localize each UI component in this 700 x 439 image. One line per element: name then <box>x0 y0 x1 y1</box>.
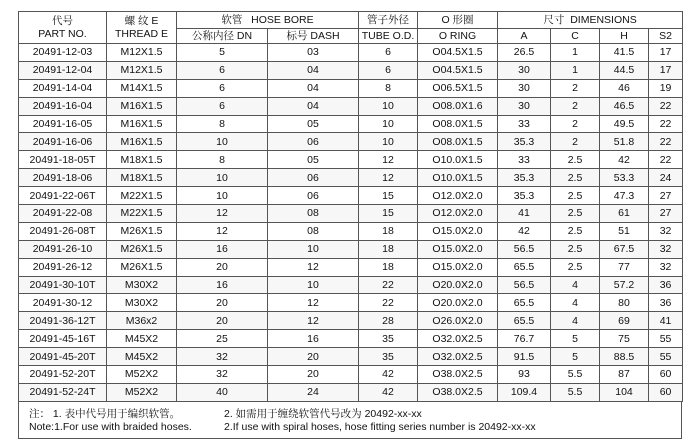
o-ring-cell: O20.0X2.0 <box>418 276 498 294</box>
dim-c-cell: 2.5 <box>551 205 600 223</box>
part-no-cell: 20491-16-04 <box>19 97 107 115</box>
part-no-cell: 20491-26-08T <box>19 222 107 240</box>
dim-c-cell: 4 <box>551 312 600 330</box>
part-no-cell: 20491-30-12 <box>19 294 107 312</box>
tube-od-cell: 28 <box>359 312 418 330</box>
tube-od-cell: 42 <box>359 383 418 401</box>
dash-cell: 16 <box>268 330 359 348</box>
part-no-header-cn: 代号 <box>52 14 73 27</box>
dim-h-cell: 46 <box>600 79 649 97</box>
dash-cell: 12 <box>268 312 359 330</box>
dim-a-cell: 35.3 <box>498 133 551 151</box>
dn-cell: 20 <box>177 294 268 312</box>
o-ring-cell: O08.0X1.5 <box>418 115 498 133</box>
dash-cell: 10 <box>268 240 359 258</box>
dim-s2-cell: 32 <box>649 258 683 276</box>
part-no-cell: 20491-26-12 <box>19 258 107 276</box>
o-ring-cell: O08.0X1.6 <box>418 97 498 115</box>
hose-bore-header <box>177 12 359 29</box>
o-ring-cell: O10.0X1.5 <box>418 151 498 169</box>
dn-cell: 12 <box>177 222 268 240</box>
tube-od-cell: 12 <box>359 151 418 169</box>
thread-cell: M22X1.5 <box>107 205 177 223</box>
dim-h-cell: 57.2 <box>600 276 649 294</box>
dim-a-cell: 65.5 <box>498 294 551 312</box>
dimensions-header-en: DIMENSIONS <box>570 14 637 26</box>
tube-od-cell: 18 <box>359 222 418 240</box>
dim-s2-cell: 22 <box>649 97 683 115</box>
dn-cell: 12 <box>177 205 268 223</box>
table-row <box>19 366 683 384</box>
thread-cell: M45X2 <box>107 330 177 348</box>
dim-c-cell: 2.5 <box>551 240 600 258</box>
thread-cell: M16X1.5 <box>107 133 177 151</box>
thread-cell: M26X1.5 <box>107 258 177 276</box>
dim-a-cell: 26.5 <box>498 44 551 62</box>
dim-a-header: A <box>498 29 551 44</box>
dim-h-cell: 47.3 <box>600 187 649 205</box>
dim-c-cell: 2 <box>551 115 600 133</box>
dim-h-cell: 41.5 <box>600 44 649 62</box>
part-no-cell: 20491-14-04 <box>19 79 107 97</box>
thread-header <box>107 12 177 44</box>
part-no-cell: 20491-22-06T <box>19 187 107 205</box>
part-no-cell: 20491-52-20T <box>19 366 107 384</box>
dash-cell: 10 <box>268 276 359 294</box>
dim-a-cell: 91.5 <box>498 348 551 366</box>
dash-cell: 05 <box>268 115 359 133</box>
dim-s2-cell: 27 <box>649 205 683 223</box>
thread-cell: M52X2 <box>107 366 177 384</box>
thread-cell: M14X1.5 <box>107 79 177 97</box>
o-ring-cell: O04.5X1.5 <box>418 61 498 79</box>
dim-c-cell: 2.5 <box>551 169 600 187</box>
thread-cell: M26X1.5 <box>107 240 177 258</box>
dim-h-cell: 42 <box>600 151 649 169</box>
dim-h-cell: 88.5 <box>600 348 649 366</box>
dash-cell: 06 <box>268 133 359 151</box>
tube-od-cell: 10 <box>359 97 418 115</box>
thread-cell: M26X1.5 <box>107 222 177 240</box>
dim-h-cell: 69 <box>600 312 649 330</box>
dash-cell: 20 <box>268 348 359 366</box>
table-row <box>19 44 683 62</box>
hose-bore-header-en: HOSE BORE <box>251 14 314 26</box>
part-no-cell: 20491-18-06 <box>19 169 107 187</box>
table-row <box>19 258 683 276</box>
dim-c-cell: 2.5 <box>551 151 600 169</box>
o-ring-cell: O38.0X2.5 <box>418 383 498 401</box>
dash-cell: 08 <box>268 205 359 223</box>
tube-od-cell: 35 <box>359 348 418 366</box>
thread-cell: M30X2 <box>107 276 177 294</box>
dim-s2-header: S2 <box>649 29 683 44</box>
notes-box <box>18 402 682 439</box>
dash-header: 标号 DASH <box>268 29 359 44</box>
dn-cell: 6 <box>177 61 268 79</box>
dim-s2-cell: 19 <box>649 79 683 97</box>
thread-cell: M18X1.5 <box>107 169 177 187</box>
dn-cell: 8 <box>177 115 268 133</box>
part-no-cell: 20491-12-04 <box>19 61 107 79</box>
tube-od-cell: 6 <box>359 44 418 62</box>
thread-cell: M12X1.5 <box>107 61 177 79</box>
dn-cell: 20 <box>177 258 268 276</box>
dim-h-cell: 61 <box>600 205 649 223</box>
table-row <box>19 115 683 133</box>
dim-c-cell: 1 <box>551 44 600 62</box>
dim-s2-cell: 36 <box>649 294 683 312</box>
thread-header-en: THREAD E <box>114 27 169 40</box>
table-row <box>19 151 683 169</box>
dn-header: 公称内径 DN <box>177 29 268 44</box>
dim-a-cell: 65.5 <box>498 258 551 276</box>
o-ring-cell: O38.0X2.5 <box>418 366 498 384</box>
tube-od-header-cn: 管子外径 <box>359 12 418 29</box>
dim-a-cell: 76.7 <box>498 330 551 348</box>
o-ring-cell: O04.5X1.5 <box>418 44 498 62</box>
tube-od-cell: 22 <box>359 294 418 312</box>
dash-cell: 06 <box>268 187 359 205</box>
thread-cell: M18X1.5 <box>107 151 177 169</box>
dim-s2-cell: 55 <box>649 348 683 366</box>
dash-cell: 04 <box>268 97 359 115</box>
dash-cell: 04 <box>268 61 359 79</box>
dim-a-cell: 30 <box>498 61 551 79</box>
part-no-cell: 20491-16-05 <box>19 115 107 133</box>
dn-cell: 10 <box>177 169 268 187</box>
thread-cell: M12X1.5 <box>107 44 177 62</box>
dn-cell: 6 <box>177 79 268 97</box>
dim-a-cell: 35.3 <box>498 169 551 187</box>
tube-od-cell: 12 <box>359 169 418 187</box>
o-ring-cell: O12.0X2.0 <box>418 205 498 223</box>
table-row <box>19 383 683 401</box>
dim-c-cell: 2.5 <box>551 187 600 205</box>
dim-a-cell: 33 <box>498 115 551 133</box>
part-no-cell: 20491-36-12T <box>19 312 107 330</box>
dim-s2-cell: 22 <box>649 133 683 151</box>
dim-a-cell: 56.5 <box>498 240 551 258</box>
dim-c-cell: 1 <box>551 61 600 79</box>
dimensions-header-cn: 尺寸 <box>543 14 565 26</box>
dim-a-cell: 41 <box>498 205 551 223</box>
dim-c-cell: 5 <box>551 330 600 348</box>
table-row <box>19 79 683 97</box>
tube-od-cell: 22 <box>359 276 418 294</box>
dn-cell: 16 <box>177 240 268 258</box>
dim-a-cell: 109.4 <box>498 383 551 401</box>
dn-cell: 6 <box>177 97 268 115</box>
dn-cell: 20 <box>177 312 268 330</box>
dim-a-cell: 65.5 <box>498 312 551 330</box>
part-no-cell: 20491-30-10T <box>19 276 107 294</box>
o-ring-cell: O26.0X2.0 <box>418 312 498 330</box>
dim-s2-cell: 22 <box>649 151 683 169</box>
dim-c-cell: 2 <box>551 79 600 97</box>
table-row <box>19 276 683 294</box>
dash-cell: 20 <box>268 366 359 384</box>
dimensions-header <box>498 12 683 29</box>
dim-a-cell: 30 <box>498 97 551 115</box>
tube-od-cell: 10 <box>359 133 418 151</box>
dim-h-cell: 67.5 <box>600 240 649 258</box>
dim-h-cell: 53.3 <box>600 169 649 187</box>
dim-c-cell: 4 <box>551 276 600 294</box>
dim-a-cell: 35.3 <box>498 187 551 205</box>
table-row <box>19 97 683 115</box>
dim-a-cell: 93 <box>498 366 551 384</box>
dim-c-cell: 2.5 <box>551 222 600 240</box>
table-row <box>19 348 683 366</box>
dim-s2-cell: 17 <box>649 61 683 79</box>
part-no-cell: 20491-22-08 <box>19 205 107 223</box>
dn-cell: 16 <box>177 276 268 294</box>
tube-od-cell: 35 <box>359 330 418 348</box>
table-row <box>19 205 683 223</box>
dim-s2-cell: 17 <box>649 44 683 62</box>
dim-s2-cell: 55 <box>649 330 683 348</box>
dim-c-cell: 2 <box>551 97 600 115</box>
thread-cell: M16X1.5 <box>107 115 177 133</box>
o-ring-cell: O10.0X1.5 <box>418 169 498 187</box>
dim-a-cell: 56.5 <box>498 276 551 294</box>
table-row <box>19 133 683 151</box>
o-ring-cell: O32.0X2.5 <box>418 330 498 348</box>
part-no-cell: 20491-45-20T <box>19 348 107 366</box>
tube-od-cell: 18 <box>359 258 418 276</box>
dim-c-cell: 5.5 <box>551 383 600 401</box>
spec-table-body <box>19 44 683 402</box>
dim-h-cell: 44.5 <box>600 61 649 79</box>
thread-cell: M16X1.5 <box>107 97 177 115</box>
spec-table-container <box>18 11 682 439</box>
table-row <box>19 330 683 348</box>
tube-od-cell: 42 <box>359 366 418 384</box>
tube-od-cell: 18 <box>359 240 418 258</box>
hose-bore-header-cn: 软管 <box>221 14 243 26</box>
dash-cell: 03 <box>268 44 359 62</box>
oring-header-cn: O 形圈 <box>418 12 498 29</box>
table-row <box>19 61 683 79</box>
o-ring-cell: O08.0X1.5 <box>418 133 498 151</box>
table-row <box>19 187 683 205</box>
dash-cell: 04 <box>268 79 359 97</box>
table-row <box>19 312 683 330</box>
dn-cell: 10 <box>177 133 268 151</box>
o-ring-cell: O15.0X2.0 <box>418 222 498 240</box>
part-no-cell: 20491-12-03 <box>19 44 107 62</box>
dn-cell: 5 <box>177 44 268 62</box>
dim-s2-cell: 32 <box>649 222 683 240</box>
dim-c-cell: 4 <box>551 294 600 312</box>
dim-h-cell: 49.5 <box>600 115 649 133</box>
dn-cell: 40 <box>177 383 268 401</box>
dim-c-cell: 2.5 <box>551 258 600 276</box>
dn-cell: 32 <box>177 366 268 384</box>
thread-cell: M52X2 <box>107 383 177 401</box>
dash-cell: 12 <box>268 258 359 276</box>
part-no-cell: 20491-18-05T <box>19 151 107 169</box>
dim-s2-cell: 22 <box>649 115 683 133</box>
tube-od-cell: 10 <box>359 115 418 133</box>
dim-h-cell: 80 <box>600 294 649 312</box>
dash-cell: 12 <box>268 294 359 312</box>
dim-h-cell: 51.8 <box>600 133 649 151</box>
dash-cell: 06 <box>268 169 359 187</box>
dim-s2-cell: 24 <box>649 169 683 187</box>
dim-a-cell: 42 <box>498 222 551 240</box>
part-no-cell: 20491-26-10 <box>19 240 107 258</box>
oring-header-en: O RING <box>418 29 498 44</box>
o-ring-cell: O12.0X2.0 <box>418 187 498 205</box>
table-row <box>19 240 683 258</box>
dn-cell: 10 <box>177 187 268 205</box>
note-2-cn: 2. 如需用于缠绕软管代号改为 20492-xx-xx <box>224 407 422 420</box>
o-ring-cell: O15.0X2.0 <box>418 258 498 276</box>
thread-cell: M36x2 <box>107 312 177 330</box>
dash-cell: 05 <box>268 151 359 169</box>
spec-table <box>18 11 683 402</box>
o-ring-cell: O32.0X2.5 <box>418 348 498 366</box>
dim-s2-cell: 27 <box>649 187 683 205</box>
thread-cell: M30X2 <box>107 294 177 312</box>
dim-c-header: C <box>551 29 600 44</box>
part-no-cell: 20491-52-24T <box>19 383 107 401</box>
o-ring-cell: O15.0X2.0 <box>418 240 498 258</box>
dn-cell: 32 <box>177 348 268 366</box>
table-row <box>19 169 683 187</box>
part-no-cell: 20491-16-06 <box>19 133 107 151</box>
note-1-en: Note:1.For use with braided hoses. <box>29 420 192 433</box>
part-no-cell: 20491-45-16T <box>19 330 107 348</box>
dim-s2-cell: 60 <box>649 383 683 401</box>
dim-c-cell: 5.5 <box>551 366 600 384</box>
tube-od-cell: 15 <box>359 187 418 205</box>
dim-h-cell: 87 <box>600 366 649 384</box>
o-ring-cell: O06.5X1.5 <box>418 79 498 97</box>
tube-od-header-en: TUBE O.D. <box>359 29 418 44</box>
dim-s2-cell: 41 <box>649 312 683 330</box>
dim-a-cell: 33 <box>498 151 551 169</box>
dim-h-cell: 75 <box>600 330 649 348</box>
dash-cell: 08 <box>268 222 359 240</box>
part-no-header-en: PART NO. <box>38 27 87 40</box>
dim-h-cell: 77 <box>600 258 649 276</box>
table-row <box>19 222 683 240</box>
dim-c-cell: 2 <box>551 133 600 151</box>
dim-a-cell: 30 <box>498 79 551 97</box>
thread-cell: M45X2 <box>107 348 177 366</box>
dash-cell: 24 <box>268 383 359 401</box>
part-no-header <box>19 12 107 44</box>
tube-od-cell: 15 <box>359 205 418 223</box>
dim-h-cell: 51 <box>600 222 649 240</box>
note-1-cn: 注： 1. 表中代号用于编织软管。 <box>29 407 181 420</box>
dim-h-cell: 46.5 <box>600 97 649 115</box>
table-row <box>19 294 683 312</box>
dim-h-cell: 104 <box>600 383 649 401</box>
dim-c-cell: 5 <box>551 348 600 366</box>
thread-header-cn: 螺 纹 E <box>124 14 159 27</box>
dim-h-header: H <box>600 29 649 44</box>
dim-s2-cell: 36 <box>649 276 683 294</box>
tube-od-cell: 6 <box>359 61 418 79</box>
note-2-en: 2.If use with spiral hoses, hose fitting series number is 20492-xx-xx <box>224 420 536 433</box>
dim-s2-cell: 32 <box>649 240 683 258</box>
dn-cell: 25 <box>177 330 268 348</box>
o-ring-cell: O20.0X2.0 <box>418 294 498 312</box>
dim-s2-cell: 60 <box>649 366 683 384</box>
tube-od-cell: 8 <box>359 79 418 97</box>
thread-cell: M22X1.5 <box>107 187 177 205</box>
dn-cell: 8 <box>177 151 268 169</box>
